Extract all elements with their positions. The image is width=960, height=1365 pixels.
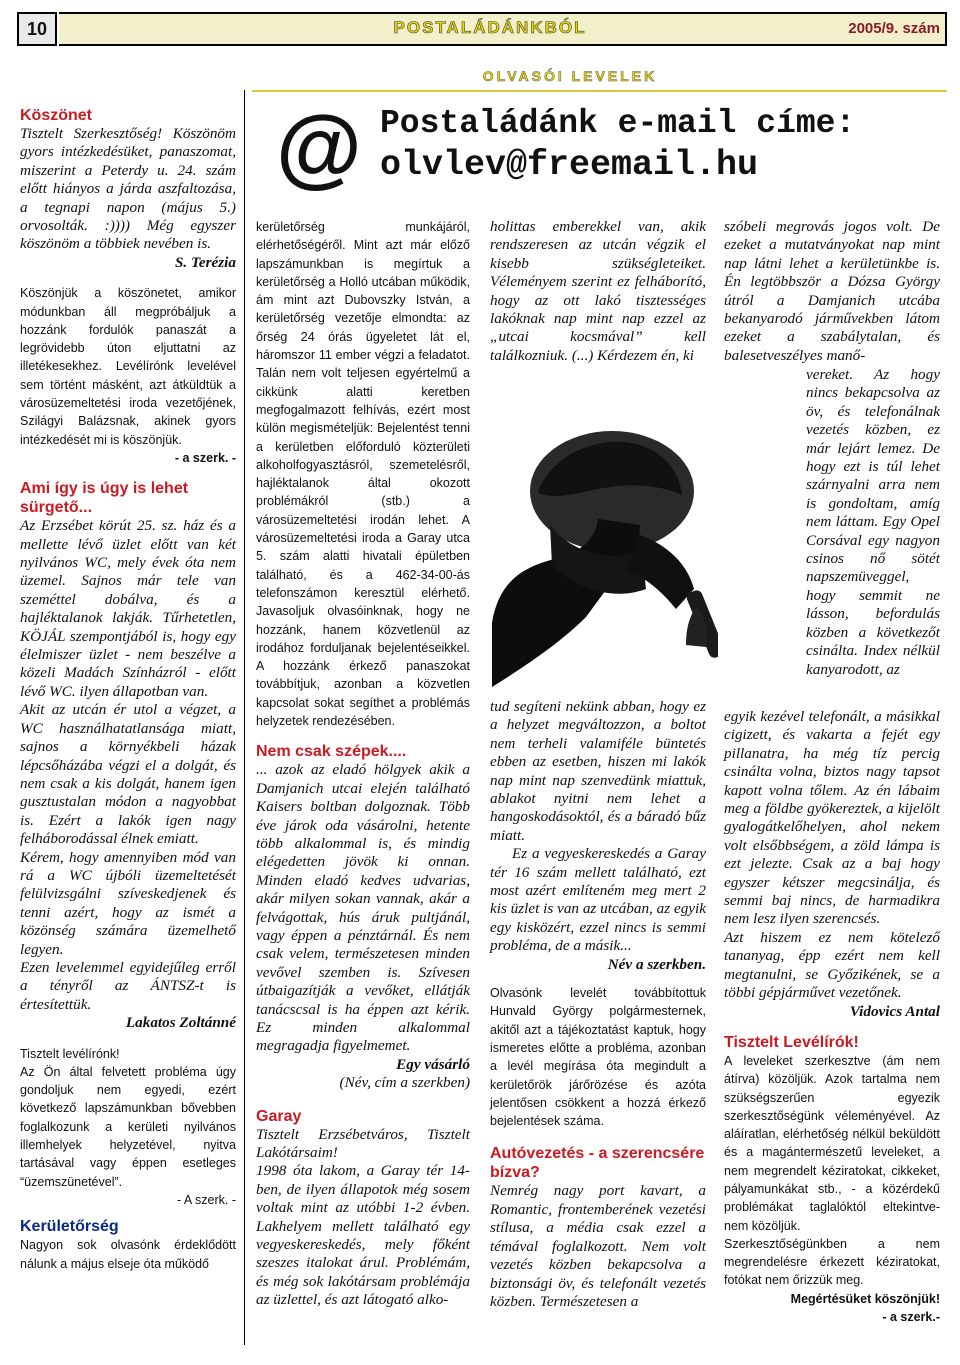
letter-text: Az Erzsébet körút 25. sz. ház és a mellette lévő üzlet előtt van két nyilvános WC, mely évek óta nem üzemel. Sajnos már tele van szeméttel dobálva, és a hajléktalanok lakják. Tűrhetetlen, KÖJÁL szempontjából is, hogy egy élelmiszer üzlet - nem beszélve a közeli Madách Színházról - előtt lévő WC. ilyen állapotban van. bbox=[20, 517, 236, 700]
signature: S. Terézia bbox=[174, 253, 236, 271]
column-divider bbox=[244, 90, 245, 1345]
heading-nem-csak-szepek: Nem csak szépek.... bbox=[256, 743, 407, 761]
signature: Név a szerkben. bbox=[607, 955, 706, 973]
reply-text: Köszönjük a köszönetet, amikor módunkban áll megpróbáljuk a hozzánk fordulók panaszát a legrövidebb úton eljuttatni az illetékesekhez. Levélírónk levelével sem történt másként, azt átküldtük a városüzemeltetési iroda vezetőjének, Szilágyi Balázsnak, akinek gyors intézkedését mi is köszönjük. bbox=[20, 286, 236, 447]
letter-text: ... azok az eladó hölgyek akik a Damjanich utcai elején található Kaisers boltban dolgoznak. Több éve járok oda vásárolni, hetente több alkalommal is, és mindig elégedetten jövök ki onnan. Minden eladó kedves udvarias, akár milyen sokan vannak, akár a felvágottak, hús áruk pultjánál, vagy éppen a pénztárnál. És nem csak velem, természetesen minden vevővel szemben is. Szívesen útbaigazítják a vevőket, ellátják tanácscsal is ha éppen azt kérik. Ez minden alkalommal megragadja figyelmemet. bbox=[256, 761, 470, 1055]
column-4-bottom bbox=[724, 708, 940, 1326]
signature: Egy vásárló bbox=[396, 1055, 470, 1073]
notice-thanks: Megértésüket köszönjük! bbox=[790, 1291, 940, 1306]
reply-text: Az Ön által felvetett probléma úgy gondoljuk nem egyedi, ezért következő lapszámunkban bővebben foglalkozunk a kerületi nyilvános illemhelyek helyzetével, nyitva tartásával vagy éppen esetleges “üzemszünetével”. bbox=[20, 1064, 236, 1189]
heading-garay: Garay bbox=[256, 1107, 302, 1125]
issue-label: 2005/9. szám bbox=[848, 20, 940, 37]
letter-text: Azt hiszem ez nem kötelező tananyag, épp ezért nem kell megtanulni, se Győzikének, se a többi gépjárművet vezetőnek. bbox=[724, 928, 940, 1002]
header-section-title: POSTALÁDÁNKBÓL bbox=[393, 18, 587, 37]
heading-tisztelt-levelirok: Tisztelt Levélírók! bbox=[724, 1033, 859, 1051]
reply-text: Olvasónk levelét továbbítottuk Hunvald György polgármesternek, akitől azt a tájékoztatást kaptuk, hogy ismeretes előtte a probléma, azonban a levél megírása óta megindult a kerületőrök járőrözése és azóta jelentősen csökkent a hozzá érkező bejelentések száma. bbox=[490, 986, 706, 1129]
letter-text: Kérem, hogy amennyiben mód van rá a WC újbóli üzemeltetését felülvizsgálni szíveskedjenek és tenni azért, hogy az ismét a közönség számára üzemelhető legyen. bbox=[20, 848, 236, 958]
column-3-bottom bbox=[490, 698, 706, 1311]
column-4-top bbox=[724, 218, 940, 365]
letter-text: Akit az utcán ér utol a végzet, a WC használhatatlansága miatt, sajnos a környékbeli házak lépcsőházába végzi el a dolgát, és nem csak a kis dolgát, hanem igen gusztustalan módon a nagyobbat is. Ezért a lakók igen nagy felháborodással élnek emiatt. bbox=[20, 701, 236, 848]
section-divider bbox=[252, 90, 947, 92]
column-4-wrap bbox=[806, 366, 940, 679]
email-address[interactable]: olvlev@freemail.hu bbox=[380, 145, 759, 185]
signature-note: (Név, cím a szerkben) bbox=[339, 1074, 470, 1092]
letter-text: tud segíteni nekünk abban, hogy ez a helyzet megváltozzon, a boltot nem terheli valamiféle büntetés ebben az esetben, hiszen mi lakók nap mint nap szenvedünk miattuk, ablakot nyitni nem lehet a hangoskodásoktól, és a báradó bűz miatt. bbox=[490, 698, 706, 844]
article-text: Nagyon sok olvasónk érdeklődött nálunk a május elseje óta működő bbox=[20, 1238, 236, 1271]
signature: Lakatos Zoltánné bbox=[125, 1014, 236, 1032]
letter-text: vereket. Az hogy nincs bekapcsolva az öv, és telefonálnak vezetés közben, ez már lejárt lemez. De hogy ezt is túl lehet szárnyalni arra nem is gondoltam, amíg nem láttam. Egy Opel Corsával egy nagyon csinos nő sötét napszemüveggel, hogy semmit ne lásson, befordulás közben a következőt csinálta. Index nélkül kanyarodott, az bbox=[806, 366, 940, 678]
heading-keruletorseg: Kerületőrség bbox=[20, 1218, 119, 1236]
reply-greeting: Tisztelt levélírónk! bbox=[20, 1046, 120, 1061]
signature: Vidovics Antal bbox=[849, 1002, 940, 1020]
letters-section-title: OLVASÓI LEVELEK bbox=[482, 68, 658, 84]
column-1 bbox=[20, 106, 236, 1273]
letter-text: egyik kezével telefonált, a másikkal cigizett, és vakarta a fejét egy pillanatra, ha még tíz percig csinálta volna, biztos nagy tapsot kapott volna tőlem. Az én lábaim meg a földbe gyökereztek, a kijelölt gyalogátkelőhelyen, ahol nekem volt elsőbbségem, a zöld lámpa is ezt jelezte. Csak az a baj hogy egyszer kétszer megcsinálja, és semmi baj nincs, de harmadikra nem lesz ilyen szerencsés. bbox=[724, 708, 940, 928]
signature: - a szerk.- bbox=[882, 1310, 940, 1325]
letter-greeting: Tisztelt Erzsébetváros, Tisztelt Lakótársaim! bbox=[256, 1125, 470, 1162]
article-text: kerületőrség munkájáról, elérhetőségéről. Mint azt már előző lapszámunkban is megírtuk a kerületőrség a Holló utcában működik, ám mint azt Dubovszky István, a kerületőrség vezetője elmondta: az őrség 24 órás ügyeletet lát el, háromszor 11 ember végzi a feladatot. Talán nem volt teljesen egyértelmű a cikkünk alatti keretben megfogalmazott felhívás, ezért most külön megismételjük: Bejelentést tenni a kerületben előforduló közterületi alkoholfogyasztásról, szemetelésről, hajléktalanok által okozott problémákról (stb.) a városüzemeltetési irodán lehet. A városüzemeltetési iroda a Garay utca 5. szám alatti hivatali épületben található, és a 462-34-00-ás telefonszámon keresztül elérhető. Javasoljuk olvasóinknak, hogy ne hozzánk, hanem közvetlenül az irodához forduljanak bejelentéseikkel. A hozzánk érkező panaszokat továbbítjuk, azonban a közvetlen kapcsolat sokat segíthet a problémás helyzetek rendezésében. bbox=[256, 220, 470, 729]
page-number: 10 bbox=[17, 12, 57, 46]
notice-text: Szerkesztőségünkben a nem megrendelésre érkezett kéziratokat, fotókat nem őrizzük meg. bbox=[724, 1236, 940, 1288]
letter-text: Ez a vegyeskereskedés a Garay tér 16 szám mellett található, ezt most azért említeném meg mert 2 kis üzlet is van az utcában, az egyik egy kisközért, ezzel nincs is semmi probléma, de a másik... bbox=[490, 845, 706, 955]
signature: - A szerk. - bbox=[176, 1192, 236, 1207]
at-sign-icon: @ bbox=[276, 97, 362, 196]
letter-text: holittas emberekkel van, akik rendszeresen az utcán végzik el kisebb szükségleteiket. Véleményem szerint ez felháborító, hogy az ott lakó tisztességes lakóknak nap mint nap ezzel az „utcai kocsmával” kell találkozniuk. (...) Kérdezem én, ki bbox=[490, 218, 706, 364]
email-heading: Postaládánk e-mail címe: bbox=[380, 105, 856, 142]
letter-text: 1998 óta lakom, a Garay tér 14-ben, de ilyen állapotok még sosem voltak mint az utóbbi 1-2 évben. Lakhelyem mellett található egy vegyeskereskedés, mely főként szeszes italokat árul. Problémám, és még sok lakótársam problémája az üzlettel, és azt látogató alko- bbox=[256, 1162, 470, 1309]
drinking-man-silhouette bbox=[490, 375, 718, 687]
heading-surgeto: Ami így is úgy is lehet sürgető... bbox=[20, 480, 189, 517]
heading-autovezetes: Autóvezetés - a szerencsére bízva? bbox=[490, 1145, 705, 1182]
letter-text: Tisztelt Szerkesztőség! Köszönöm gyors intézkedésüket, panaszomat, miszerint a Peterdy u. 24. szám előtt hiányos a járda aszfaltozása, a tegnapi napon (május 5.) orvosolták. :)))) Még egyszer köszönöm a többiek nevében is. bbox=[20, 125, 236, 253]
letter-text: Ezen levelemmel egyidejűleg erről a tényről az ÁNTSZ-t is értesítettük. bbox=[20, 958, 236, 1013]
column-3-top bbox=[490, 218, 706, 365]
notice-text: A leveleket szerkesztve (ám nem átírva) közöljük. Azok tartalma nem szükségszerűen egyezik szerkesztőségünk véleményével. Az aláíratlan, elérhetőség nélkül beküldött és a magántermészetű leveleket, a nem megrendelt kéziratokat, cikkeket, pályamunkákat stb., - a közérdekű problémákat taglalóktól eltekintve- nem közöljük. bbox=[724, 1053, 940, 1233]
signature: - a szerk. - bbox=[174, 450, 236, 465]
heading-koszonet: Köszönet bbox=[20, 107, 92, 124]
letter-text: Nemrég nagy port kavart, a Romantic, frontemberének vezetési stílusa, a média csak ezzel a témával foglalkozott. Nem volt vezetés közben bekapcsolva a biztonsági öv, és telefonált vezetés közben. Természetesen a bbox=[490, 1182, 706, 1310]
letter-text: szóbeli megrovás jogos volt. De ezeket a mutatványokat nap mint nap látni lehet a kerületünkbe is. Én legtöbbször a Dózsa György útról a Damjanich utcába bekanyarodó járművekben látom ezeket a szabálytalan, és balesetveszélyes manő- bbox=[724, 218, 940, 364]
column-2 bbox=[256, 218, 470, 1310]
